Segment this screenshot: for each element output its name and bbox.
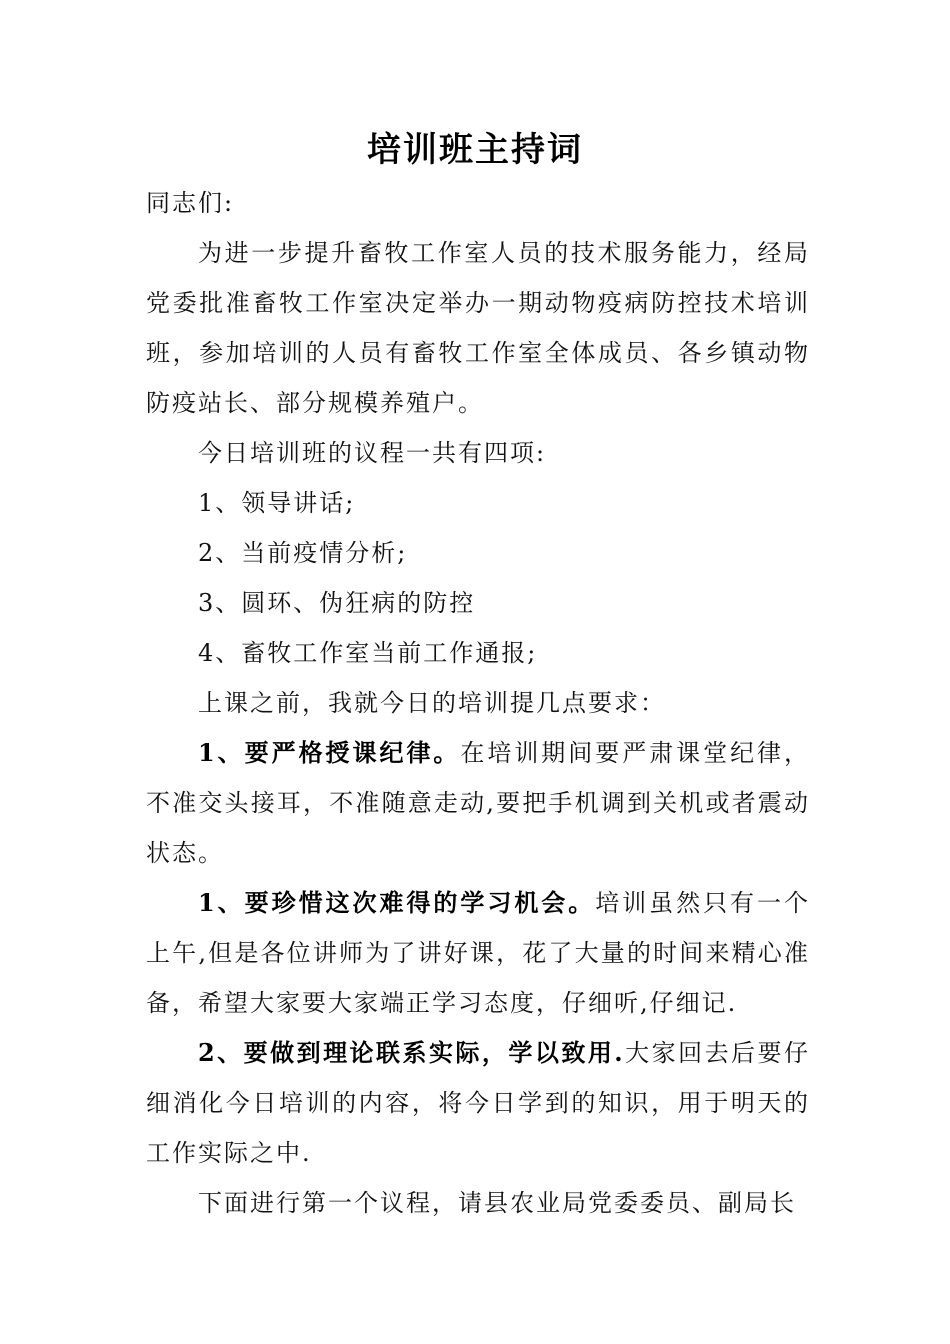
agenda-item: 4、畜牧工作室当前工作通报; [198, 639, 538, 667]
requirement-text: 大家回去后要仔细消化今日培训的内容，将今日学到的知识，用于明天的工作实际之中. [146, 1039, 811, 1167]
requirement-paragraph [146, 1028, 810, 1178]
agenda-item: 3、圆环、伪狂病的防控 [198, 589, 476, 617]
requirement-text: 在培训期间要严肃课堂纪律，不准交头接耳，不准随意走动,要把手机调到关机或者震动状态。 [146, 739, 811, 867]
requirement-text: 培训虽然只有一个上午,但是各位讲师为了讲好课，花了大量的时间来精心准备，希望大家要大家端正学习态度，仔细听,仔细记. [146, 889, 810, 1017]
agenda-item: 1、领导讲话; [198, 489, 356, 517]
requirement-lead: 1、要严格授课纪律。 [198, 738, 461, 767]
requirements-heading: 上课之前，我就今日的培训提几点要求： [198, 689, 666, 717]
agenda-heading: 今日培训班的议程一共有四项: [198, 439, 547, 467]
requirement-paragraph [146, 878, 810, 1028]
document-body [146, 178, 810, 1228]
intro-paragraph: 为进一步提升畜牧工作室人员的技术服务能力，经局党委批准畜牧工作室决定举办一期动物疫病防控技术培训班，参加培训的人员有畜牧工作室全体成员、各乡镇动物防疫站长、部分规模养殖户。 [146, 239, 810, 417]
requirement-lead: 1、要珍惜这次难得的学习机会。 [198, 888, 596, 917]
document-title: 培训班主持词 [367, 130, 583, 170]
requirement-paragraph [146, 728, 810, 878]
greeting: 同志们: [146, 189, 235, 217]
requirement-lead: 2、要做到理论联系实际，学以致用. [198, 1038, 625, 1067]
closing-paragraph: 下面进行第一个议程，请县农业局党委委员、副局长 [198, 1189, 796, 1217]
agenda-item: 2、当前疫情分析; [198, 539, 408, 567]
